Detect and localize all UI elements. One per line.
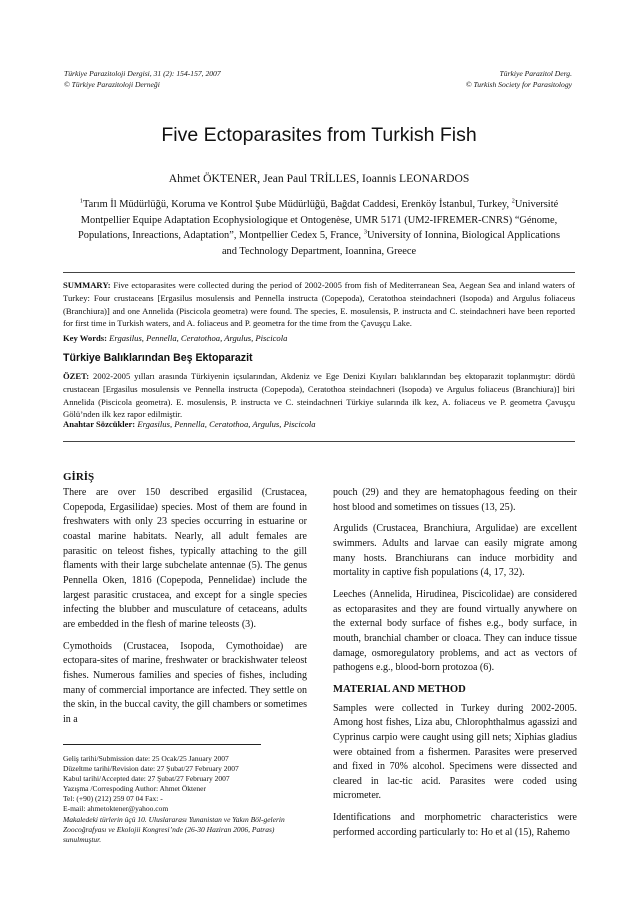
author-affiliations	[78, 197, 560, 259]
footnote-block	[63, 754, 307, 845]
key-words-text: Ergasilus, Pennella, Ceratothoa, Argulus, Piscicola	[107, 333, 288, 343]
affiliation-3: University of Ionnina, Biological Applications and Technology Department, Ioannina, Greece	[221, 230, 561, 257]
body-paragraph: There are over 150 described ergasilid (Crustacea, Copepoda, Ergasilidae) species. Most of them are found in freshwaters with only 23 species occurring in estuarine or coastal marine habitats. Nearly, all adult females are parasitic on teleost fishes, typically attaching to the gill flaments with their large subchelate antennae (5). The genus Pennella Oken, 1816 (Copepoda, Pennelidae) include the largest parasitic crustacea, and except for a single species infecting the blubber and musculature of cetaceans, adults are embedded in the flesh of marine teleosts (3).	[63, 487, 307, 630]
article-authors: Ahmet ÖKTENER, Jean Paul TRİLLES, Ioannis LEONARDOS	[168, 172, 470, 185]
anahtar-sozcukler-text: Ergasilus, Pennella, Ceratothoa, Argulus, Piscicola	[135, 419, 316, 429]
summary-paragraph	[63, 279, 575, 330]
submission-date: Geliş tarihi/Submission date: 25 Ocak/25 January 2007	[63, 754, 229, 763]
ozet-label: ÖZET:	[63, 371, 90, 381]
article-title: Five Ectoparasites from Turkish Fish	[161, 124, 477, 146]
body-paragraph: Samples were collected in Turkey during 2002-2005. Among host fishes, Liza abu, Chlorophthalmus agassizi and Cyprinus carpio were caught using gill nets; Xiphias gladius were obtained from a fishermen. Parasites were preserved and fixed in 70% alcohol. Specimens were dissected and cleared in lac-tic acid. Parasites were coded using micrometer.	[333, 702, 577, 802]
body-column-left	[63, 486, 307, 735]
body-paragraph: Argulids (Crustacea, Branchiura, Argulidae) are excellent swimmers. Adults and larvae can easily migrate among many hosts. Branchiurans can induce morbidity and mortality in captive fish populations (4, 17, 32).	[333, 523, 577, 579]
ozet-text: 2002-2005 yılları arasında Türkiyenin içsularından, Akdeniz ve Ege Denizi Kıyıları balıklarından beş ektoparazit toplanmıştır: dördü crustacean [Ergasilus mosulensis ve Pennella instructa (Copepoda), Ceratothoa steindachneri (Isopoda) ve Argulus foliaceus (Branchiura)] biri Annelida (Piscicola geometra). E. mosulensis, P. instructa ve C. steindachneri Türkiye sularında ilk kez, A. foliaceus ve P. geometra Çavuşçu Gölü’nden ilk kez rapor edilmiştir.	[63, 371, 575, 420]
affiliation-2: Université Montpellier Equipe Adaptation Ecophysiologique et Ontogenèse, UMR 5171 (UM2-IFREMER-CNRS) “Génome, Populations, Inreactions, Adaptation”, Montpellier Cedex 5, France,	[78, 199, 559, 241]
society-copyright-en: © Turkish Society for Parasitology	[465, 80, 572, 89]
corresponding-author: Yazışma /Correspoding Author: Ahmet Öktener	[63, 784, 206, 794]
key-words	[63, 333, 287, 343]
affiliation-mark-3: 3	[363, 228, 367, 236]
anahtar-sozcukler	[63, 419, 316, 429]
revision-date: Düzeltme tarihi/Revision date: 27 Şubat/27 February 2007	[63, 764, 239, 774]
ozet-heading: Türkiye Balıklarından Beş Ektoparazit	[63, 352, 253, 364]
affiliation-mark-2: 2	[511, 197, 515, 205]
journal-citation: Türkiye Parazitoloji Dergisi, 31 (2): 154-157, 2007	[64, 69, 221, 78]
society-copyright: © Türkiye Parazitoloji Derneği	[64, 80, 160, 89]
affiliation-1: Tarım İl Müdürlüğü, Koruma ve Kontrol Şube Müdürlüğü, Bağdat Caddesi, Erenköy İstanbul, Turkey,	[83, 199, 512, 210]
summary-label: SUMMARY:	[63, 280, 111, 290]
footnote-rule	[63, 744, 261, 745]
author-email: E-mail: ahmetoktener@yahoo.com	[63, 804, 169, 814]
abstract-top-rule	[63, 272, 575, 273]
key-words-label: Key Words:	[63, 333, 108, 343]
conference-note: Makaledeki türlerin üçü 10. Uluslararası Yunanistan ve Yakın Böl-gelerin Zoocoğrafyası ve Ekolojii Kongresi’nde (26-30 Haziran 2006, Patras) sunulmuştur.	[63, 814, 285, 844]
running-header-right	[466, 68, 572, 90]
body-paragraph: Cymothoids (Crustacea, Isopoda, Cymothoidae) are ectopara-sites of marine, freshwater or brackishwater teleost fishes. Numerous families and species of fishes, including many of commercial importance are infected. They settle on the skin, in the buccal cavity, the gill chambers or sometimes in a	[63, 640, 307, 725]
journal-short-name: Türkiye Parazitol Derg.	[499, 69, 572, 78]
abstract-bottom-rule	[63, 441, 575, 442]
section-heading-material-method: MATERIAL AND METHOD	[333, 683, 466, 695]
ozet-paragraph	[63, 370, 575, 421]
body-column-right	[333, 486, 577, 847]
body-paragraph: pouch (29) and they are hematophagous feeding on their host blood and sometimes on tissues (13, 25).	[333, 487, 577, 513]
accepted-date: Kabul tarihi/Accepted date: 27 Şubat/27 February 2007	[63, 774, 230, 784]
section-heading-giris: GİRİŞ	[63, 471, 95, 483]
body-paragraph: Leeches (Annelida, Hirudinea, Piscicolidae) are considered as ectoparasites and they are found virtually anywhere on the external body surface of fishes e.g., body surface, in mouth, branchial chamber or cloaca. They can induce tissue damage, osmoregulatory problems, and act as vectors of pathogens e.g., blood-born protozoa (6).	[333, 588, 577, 674]
author-phone: Tel: (+90) (212) 259 07 04 Fax: -	[63, 794, 163, 804]
body-paragraph: Identifications and morphometric characteristics were performed according particularly to: Ho et al (15), Rahemo	[333, 812, 577, 838]
summary-text: Five ectoparasites were collected during the period of 2002-2005 from fish of Mediterranean Sea, Aegean Sea and inland waters of Turkey: Four crustaceans [Ergasilus mosulensis and Pennella instructa (Copepoda), Ceratothoa steindachneri (Isopoda) and Argulus foliaceus (Branchiura)] and one Annelida (Piscicola geometra) were found. The species, E. mosulensis, P. instructa and C. steindachneri have been reported for first time in Turkish waters, and A. foliaceus and P. geometra for the time from the Çavuşçu Lake.	[63, 280, 575, 329]
affiliation-mark-1: 1	[79, 197, 84, 205]
anahtar-sozcukler-label: Anahtar Sözcükler:	[63, 419, 136, 429]
running-header-left	[64, 68, 221, 90]
